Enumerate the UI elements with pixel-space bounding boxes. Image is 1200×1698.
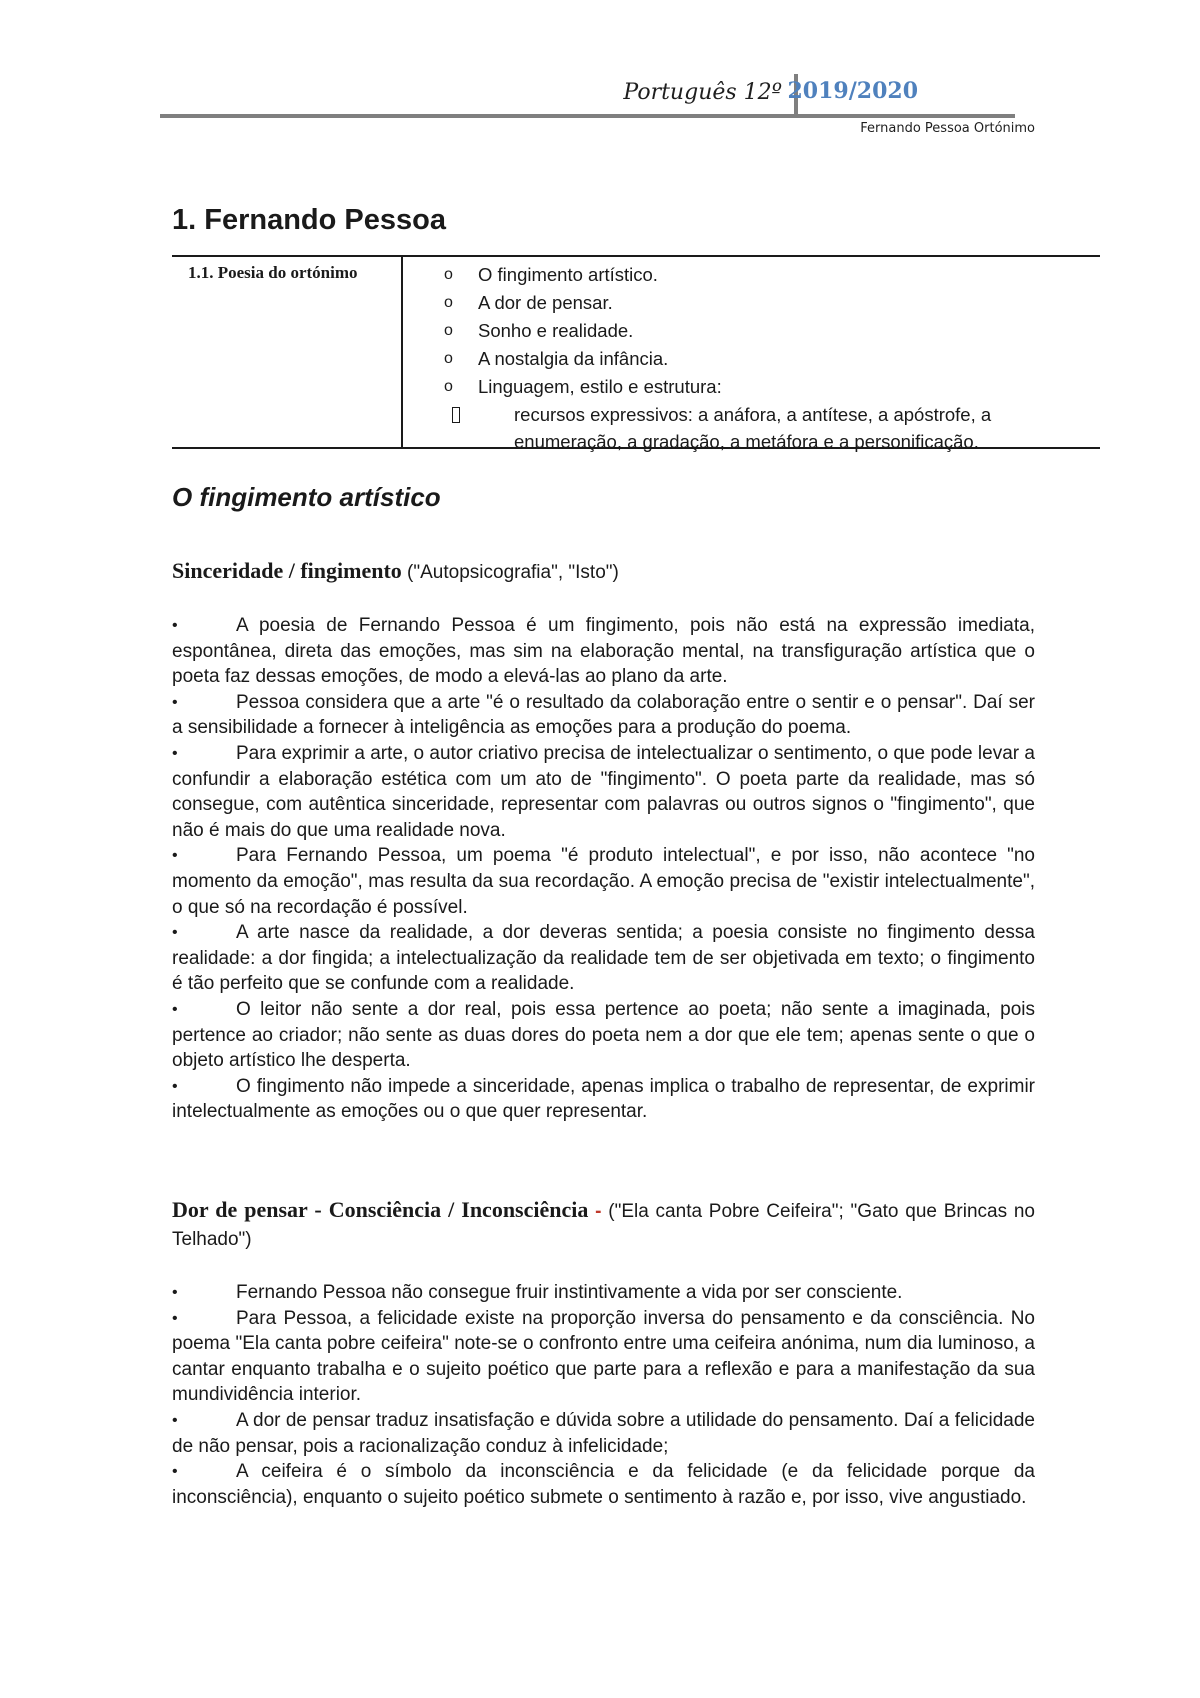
bullet-icon: •: [172, 693, 178, 711]
bullet-icon: •: [172, 1000, 178, 1018]
section-dor-de-pensar: [172, 1196, 1035, 1510]
header-subtitle: Fernando Pessoa Ortónimo: [860, 121, 1035, 136]
bullet-icon: •: [172, 1309, 178, 1327]
syllabus-list: [444, 261, 1094, 455]
list-item: • Pessoa considera que a arte "é o resultado da colaboração entre o sentir e o pensar". Daí ser a sensibilidade a fornecer à inteligência as emoções para a produção do poema.: [172, 691, 1035, 739]
list-item: • O leitor não sente a dor real, pois essa pertence ao poeta; não sente a imaginada, pois pertence ao criador; não sente as duas dores do poeta nem a dor que ele tem; apenas sente o que o objeto artístico lhe desperta.: [172, 998, 1035, 1072]
square-bullet-icon: [452, 407, 460, 423]
section-heading-rest: ("Ela canta Pobre Ceifeira"; "Gato que Brincas no Telhado"): [172, 1201, 1035, 1250]
section-sinceridade: [172, 557, 1035, 1125]
list-item: o Sonho e realidade.: [444, 317, 1094, 345]
header-subject: Português 12º: [623, 80, 782, 105]
section-title: O fingimento artístico: [172, 482, 441, 512]
list-item: • A poesia de Fernando Pessoa é um fingimento, pois não está na expressão imediata, espontânea, direta das emoções, mas sim na elaboração mental, na transfiguração artística que o poeta faz dessas emoções, de modo a elevá-las ao plano da arte.: [172, 615, 1035, 688]
list-item: • Para exprimir a arte, o autor criativo precisa de intelectualizar o sentimento, o que pode levar a confundir a elaboração estética com um ato de "fingimento". O poeta parte da realidade, mas só consegue, com autêntica sinceridade, representar com palavras ou outros signos o "fingimento", que não é mais do que uma realidade nova.: [172, 742, 1035, 841]
list-item: • O fingimento não impede a sinceridade, apenas implica o trabalho de representar, de exprimir intelectualmente as emoções ou o que quer representar.: [172, 1075, 1035, 1123]
circle-bullet-icon: o: [444, 378, 453, 395]
list-item: o A nostalgia da infância.: [444, 345, 1094, 373]
list-item: • Para Pessoa, a felicidade existe na proporção inversa do pensamento e da consciência. No poema "Ela canta pobre ceifeira" note-se o confronto entre uma ceifeira anónima, num dia luminoso, a cantar enquanto trabalha e o sujeito poético que parte para a reflexão e para a manifestação da sua mundividência interior.: [172, 1307, 1035, 1406]
header-rule: [160, 114, 1015, 118]
bullet-list: [172, 613, 1035, 1125]
list-item: • Para Fernando Pessoa, um poema "é produto intelectual", e por isso, não acontece "no momento da emoção", mas resulta da sua recordação. A emoção precisa de "existir intelectualmente", o que só na recordação é possível.: [172, 845, 1035, 918]
syllabus-label: 1.1. Poesia do ortónimo: [188, 263, 358, 282]
bullet-icon: •: [172, 847, 178, 865]
bullet-icon: •: [172, 924, 178, 942]
section-heading: [172, 557, 1035, 587]
bullet-icon: •: [172, 1463, 178, 1481]
section-heading-strong: Sinceridade / fingimento: [172, 558, 402, 583]
bullet-list: [172, 1280, 1035, 1510]
table-divider: [401, 257, 403, 447]
section-heading-strong: Dor de pensar - Consciência / Inconsciência: [172, 1197, 589, 1222]
list-item: o Linguagem, estilo e estrutura:: [444, 373, 1094, 401]
circle-bullet-icon: o: [444, 266, 453, 283]
bullet-icon: •: [172, 744, 178, 762]
section-heading-rest: ("Autopsicografia", "Isto"): [401, 562, 619, 583]
list-item: • A dor de pensar traduz insatisfação e dúvida sobre a utilidade do pensamento. Daí a felicidade de não pensar, pois a racionalização conduz à infelicidade;: [172, 1409, 1035, 1457]
list-subitem: recursos expressivos: a anáfora, a antítese, a apóstrofe, a enumeração, a gradação, a metáfora e a personificação.: [444, 401, 1094, 455]
syllabus-table: [172, 255, 1100, 452]
circle-bullet-icon: o: [444, 294, 453, 311]
list-item: • Fernando Pessoa não consegue fruir instintivamente a vida por ser consciente.: [172, 1280, 1035, 1306]
list-item: o O fingimento artístico.: [444, 261, 1094, 289]
circle-bullet-icon: o: [444, 350, 453, 367]
page-title: 1. Fernando Pessoa: [172, 204, 446, 236]
header-year: 2019/2020: [787, 78, 918, 104]
list-item: • A arte nasce da realidade, a dor deveras sentida; a poesia consiste no fingimento dessa realidade: a dor fingida; a intelectualização da realidade tem de ser objetivada em texto; o fingimento é tão perfeito que se confunde com a realidade.: [172, 922, 1035, 995]
circle-bullet-icon: o: [444, 322, 453, 339]
list-item: o A dor de pensar.: [444, 289, 1094, 317]
bullet-icon: •: [172, 1077, 178, 1095]
bullet-icon: •: [172, 1411, 178, 1429]
section-heading: [172, 1196, 1035, 1254]
bullet-icon: •: [172, 1284, 178, 1301]
section-heading-dash: -: [588, 1201, 609, 1222]
bullet-icon: •: [172, 617, 178, 634]
list-item: • A ceifeira é o símbolo da inconsciência e da felicidade (e da felicidade porque da inconsciência), enquanto o sujeito poético submete o sentimento à razão e, por isso, vive angustiado.: [172, 1461, 1035, 1508]
page-header: [160, 74, 1040, 114]
